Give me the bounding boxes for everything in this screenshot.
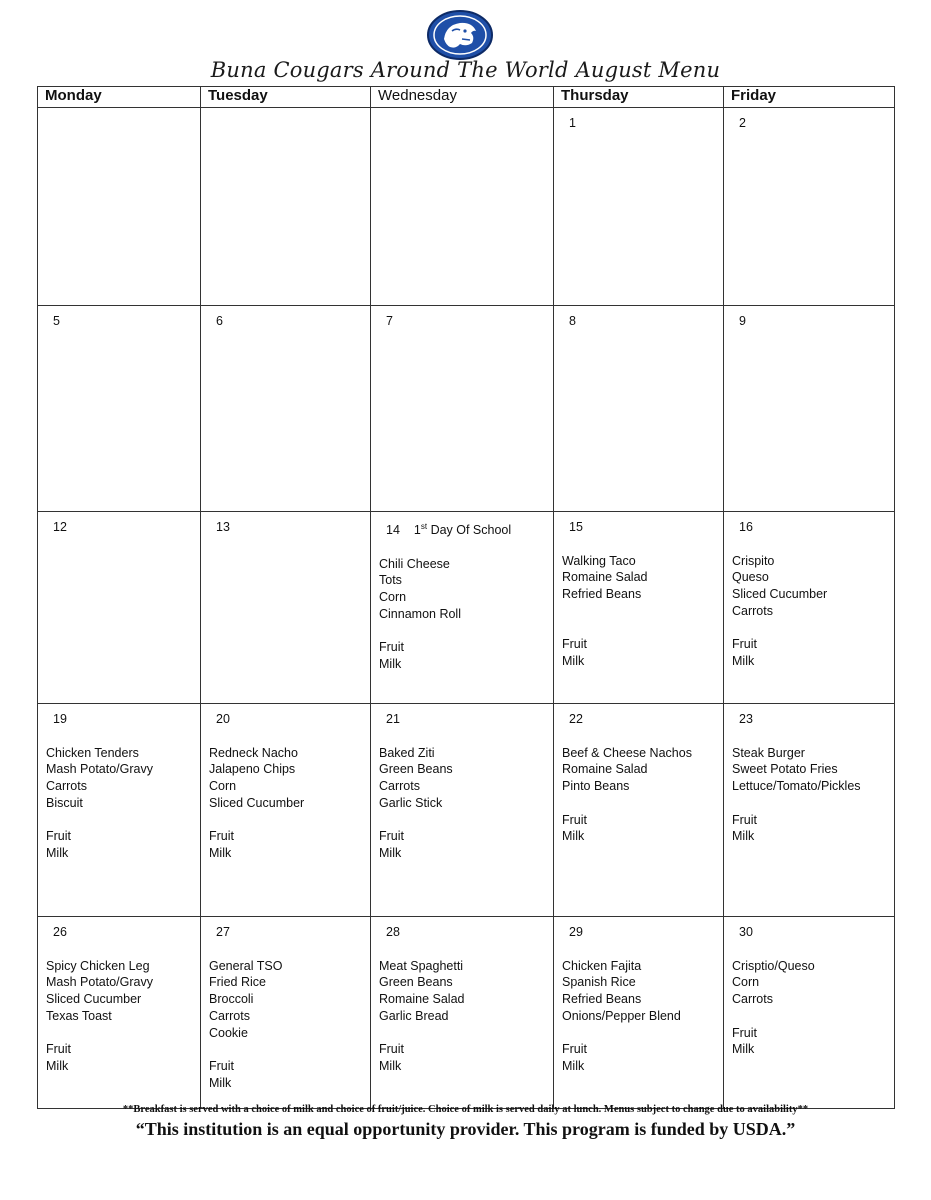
menu-item: Carrots	[732, 992, 773, 1007]
day-cell	[554, 512, 724, 704]
menu-item: Spicy Chicken Leg	[46, 958, 150, 973]
day-cell	[201, 512, 371, 704]
day-number: 12	[53, 520, 67, 534]
day-cell	[554, 306, 724, 512]
menu-item-list	[562, 745, 715, 845]
menu-item: Milk	[562, 1058, 585, 1073]
day-cell	[371, 917, 554, 1109]
menu-item: Fruit	[732, 1025, 757, 1040]
menu-item: Tots	[379, 573, 402, 588]
week-row	[38, 306, 895, 512]
menu-item: Cookie	[209, 1025, 248, 1040]
day-cell	[201, 704, 371, 917]
menu-item: Fruit	[209, 1058, 234, 1073]
usda-statement: “This institution is an equal opportunity provider. This program is funded by USDA.”	[135, 1119, 796, 1139]
day-number: 13	[216, 520, 230, 534]
menu-item: Texas Toast	[46, 1008, 112, 1023]
day-cell	[554, 108, 724, 306]
day-cell	[38, 704, 201, 917]
day-cell	[724, 704, 895, 917]
menu-item: Milk	[379, 1058, 402, 1073]
menu-item-list	[562, 958, 715, 1075]
menu-item: Sliced Cucumber	[46, 992, 142, 1007]
menu-item: Fruit	[732, 812, 757, 827]
menu-item-list	[379, 745, 545, 862]
weekday-header-friday: Friday	[724, 87, 895, 108]
menu-item: Milk	[46, 845, 69, 860]
day-number: 1	[569, 116, 576, 130]
menu-item: Beef & Cheese Nachos	[562, 745, 692, 760]
menu-item: Jalapeno Chips	[209, 762, 296, 777]
menu-item: Corn	[209, 779, 237, 794]
menu-item: Green Beans	[379, 762, 453, 777]
menu-item: Fruit	[46, 829, 71, 844]
menu-item-list	[732, 553, 886, 670]
day-number: 27	[216, 925, 230, 939]
day-number: 8	[569, 314, 576, 328]
menu-item: Carrots	[46, 779, 87, 794]
menu-item: Spanish Rice	[562, 975, 636, 990]
day-cell	[554, 704, 724, 917]
menu-item: Mash Potato/Gravy	[46, 762, 153, 777]
day-number: 22	[569, 712, 583, 726]
menu-item: Fruit	[379, 829, 404, 844]
menu-item: Garlic Stick	[379, 795, 443, 810]
menu-item: Milk	[209, 845, 232, 860]
menu-item: Corn	[379, 590, 407, 605]
day-number: 20	[216, 712, 230, 726]
menu-item: Crispito	[732, 553, 775, 568]
day-number: 5	[53, 314, 60, 328]
day-cell	[554, 917, 724, 1109]
menu-item: Milk	[46, 1058, 69, 1073]
menu-item-list	[379, 556, 545, 673]
day-cell	[201, 917, 371, 1109]
menu-item-list	[379, 958, 545, 1075]
day-number: 15	[569, 520, 583, 534]
day-number: 9	[739, 314, 746, 328]
menu-item: Queso	[732, 570, 769, 585]
week-row	[38, 108, 895, 306]
menu-item: Garlic Bread	[379, 1008, 449, 1023]
day-cell	[724, 512, 895, 704]
day-note: 1st Day Of School	[413, 522, 512, 537]
menu-item: Fruit	[209, 829, 234, 844]
day-number: 21	[386, 712, 400, 726]
menu-calendar-table	[37, 86, 895, 1109]
menu-item: Milk	[732, 653, 755, 668]
menu-item: Fruit	[379, 640, 404, 655]
day-cell	[371, 306, 554, 512]
day-number: 14	[386, 523, 400, 537]
menu-item: Meat Spaghetti	[379, 958, 464, 973]
day-number: 26	[53, 925, 67, 939]
menu-item: Romaine Salad	[379, 992, 465, 1007]
weekday-header-thursday: Thursday	[554, 87, 724, 108]
menu-item: Romaine Salad	[562, 570, 648, 585]
menu-item: Milk	[562, 829, 585, 844]
day-cell	[38, 306, 201, 512]
menu-item: Milk	[379, 656, 402, 671]
day-cell	[371, 108, 554, 306]
menu-item: Lettuce/Tomato/Pickles	[732, 779, 861, 794]
menu-item: Fruit	[562, 637, 587, 652]
day-cell	[201, 306, 371, 512]
menu-item-list	[562, 553, 715, 670]
menu-item: Milk	[732, 829, 755, 844]
menu-item: Fruit	[379, 1042, 404, 1057]
menu-item: Steak Burger	[732, 745, 805, 760]
menu-item: Green Beans	[379, 975, 453, 990]
day-number: 28	[386, 925, 400, 939]
menu-item: Fruit	[562, 1042, 587, 1057]
menu-item-list	[732, 958, 886, 1058]
menu-item: Pinto Beans	[562, 779, 630, 794]
menu-item: Fruit	[562, 812, 587, 827]
weekday-header-wednesday: Wednesday	[371, 87, 554, 108]
menu-item: Milk	[732, 1042, 755, 1057]
menu-item: Corn	[732, 975, 760, 990]
menu-item: Redneck Nacho	[209, 745, 298, 760]
day-cell	[38, 108, 201, 306]
menu-item: Onions/Pepper Blend	[562, 1008, 681, 1023]
menu-item: Walking Taco	[562, 553, 636, 568]
day-number: 23	[739, 712, 753, 726]
menu-item: Cinnamon Roll	[379, 606, 461, 621]
day-cell	[724, 108, 895, 306]
day-number: 6	[216, 314, 223, 328]
day-cell	[724, 306, 895, 512]
menu-item: Fruit	[732, 637, 757, 652]
menu-item: General TSO	[209, 958, 283, 973]
menu-item: Sliced Cucumber	[732, 587, 828, 602]
menu-item-list	[209, 745, 362, 862]
day-number: 16	[739, 520, 753, 534]
menu-item: Carrots	[379, 779, 420, 794]
day-cell	[371, 704, 554, 917]
weekday-header-monday: Monday	[38, 87, 201, 108]
menu-item: Chicken Fajita	[562, 958, 642, 973]
day-cell	[724, 917, 895, 1109]
day-cell	[201, 108, 371, 306]
weekday-header-tuesday: Tuesday	[201, 87, 371, 108]
cougar-logo-icon	[426, 9, 494, 61]
menu-item: Fruit	[46, 1042, 71, 1057]
day-cell	[38, 512, 201, 704]
menu-item: Biscuit	[46, 795, 83, 810]
menu-item: Sliced Cucumber	[209, 795, 305, 810]
breakfast-note: **Breakfast is served with a choice of milk and choice of fruit/juice. Choice of milk is served daily at lunch. Menus subject to change due to availability**	[122, 1104, 809, 1115]
menu-item: Refried Beans	[562, 992, 642, 1007]
week-row	[38, 704, 895, 917]
day-number: 29	[569, 925, 583, 939]
weekday-header-row	[38, 87, 895, 108]
menu-item-list	[46, 745, 192, 862]
menu-item: Chili Cheese	[379, 556, 450, 571]
menu-item-list	[46, 958, 192, 1075]
menu-item: Broccoli	[209, 992, 254, 1007]
menu-item-list	[732, 745, 886, 845]
menu-item: Chicken Tenders	[46, 745, 139, 760]
week-row	[38, 917, 895, 1109]
menu-item: Sweet Potato Fries	[732, 762, 838, 777]
day-number: 7	[386, 314, 393, 328]
menu-item: Milk	[379, 845, 402, 860]
menu-item: Romaine Salad	[562, 762, 648, 777]
menu-item: Carrots	[209, 1008, 250, 1023]
day-cell	[371, 512, 554, 704]
menu-item-list	[209, 958, 362, 1092]
menu-item: Crisptio/Queso	[732, 958, 815, 973]
menu-item: Refried Beans	[562, 587, 642, 602]
menu-item: Mash Potato/Gravy	[46, 975, 153, 990]
day-cell	[38, 917, 201, 1109]
week-row	[38, 512, 895, 704]
menu-item: Fried Rice	[209, 975, 266, 990]
menu-item: Carrots	[732, 603, 773, 618]
page-title: Buna Cougars Around The World August Menu	[210, 58, 721, 82]
menu-item: Milk	[562, 653, 585, 668]
day-number: 19	[53, 712, 67, 726]
menu-item: Baked Ziti	[379, 745, 435, 760]
day-number: 30	[739, 925, 753, 939]
day-number: 2	[739, 116, 746, 130]
menu-item: Milk	[209, 1075, 232, 1090]
